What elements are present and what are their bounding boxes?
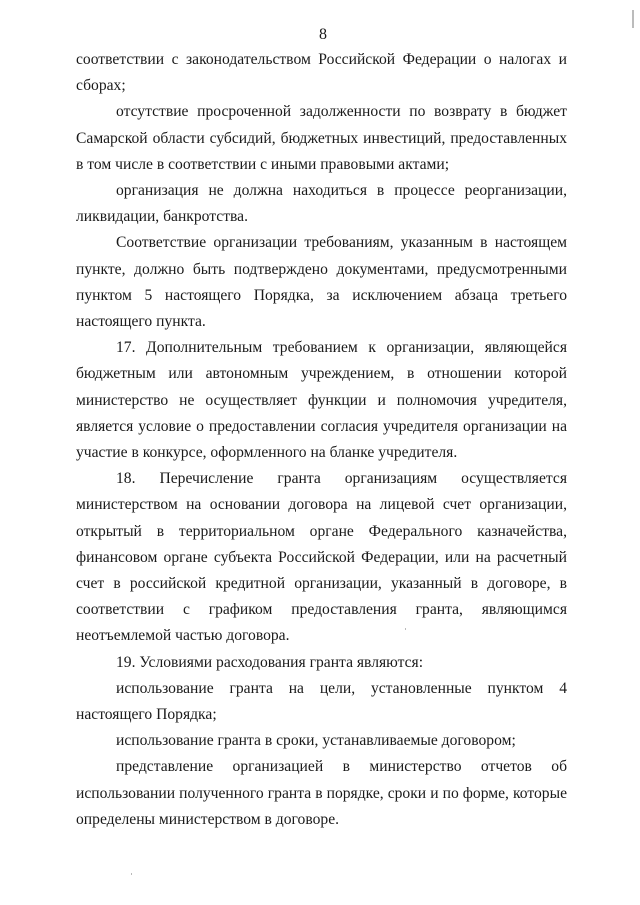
- scan-speck: [131, 873, 132, 875]
- paragraph-6: 18. Перечисление гранта организациям осуществляется министерством на основании договора на лицевой счет организации, открытый в территориальном органе Федерального казначейства, финансовом органе субъекта Российской Федерации, или на расчетный счет в российской кредитной организации, указанный в договоре, в соответствии с графиком предоставления гранта, являющимся неотъемлемой частью договора.: [76, 470, 567, 645]
- page-number: 8: [319, 26, 327, 43]
- body-text: [76, 47, 567, 833]
- paragraph-3: организация не должна находиться в процессе реорганизации, ликвидации, банкротства.: [76, 182, 567, 226]
- paragraph-8: использование гранта на цели, установленные пунктом 4 настоящего Порядка;: [76, 679, 567, 724]
- paragraph-4: Соответствие организации требованиям, указанным в настоящем пункте, должно быть подтверждено документами, предусмотренными пунктом 5 настоящего Порядка, за исключением абзаца третьего настоящего пункта.: [76, 234, 567, 331]
- paragraph-9: использование гранта в сроки, устанавливаемые договором;: [116, 732, 516, 750]
- paragraph-10: представление организацией в министерство отчетов об использовании полученного гранта в порядке, сроки и по форме, которые определены министерством в договоре.: [76, 758, 567, 828]
- paragraph-7: 19. Условиями расходования гранта являются:: [116, 653, 424, 671]
- paragraph-1: соответствии с законодательством Российской Федерации о налогах и сборах;: [76, 51, 567, 95]
- paragraph-2: отсутствие просроченной задолженности по возврату в бюджет Самарской области субсидий, бюджетных инвестиций, предоставленных в том числе в соответствии с иными правовыми актами;: [76, 103, 567, 173]
- paragraph-5: 17. Дополнительным требованием к организации, являющейся бюджетным или автономным учреждением, в отношении которой министерство не осуществляет функции и полномочия учредителя, является условие о предоставлении согласия учредителя организации на участие в конкурсе, оформленного на бланке учредителя.: [76, 339, 567, 462]
